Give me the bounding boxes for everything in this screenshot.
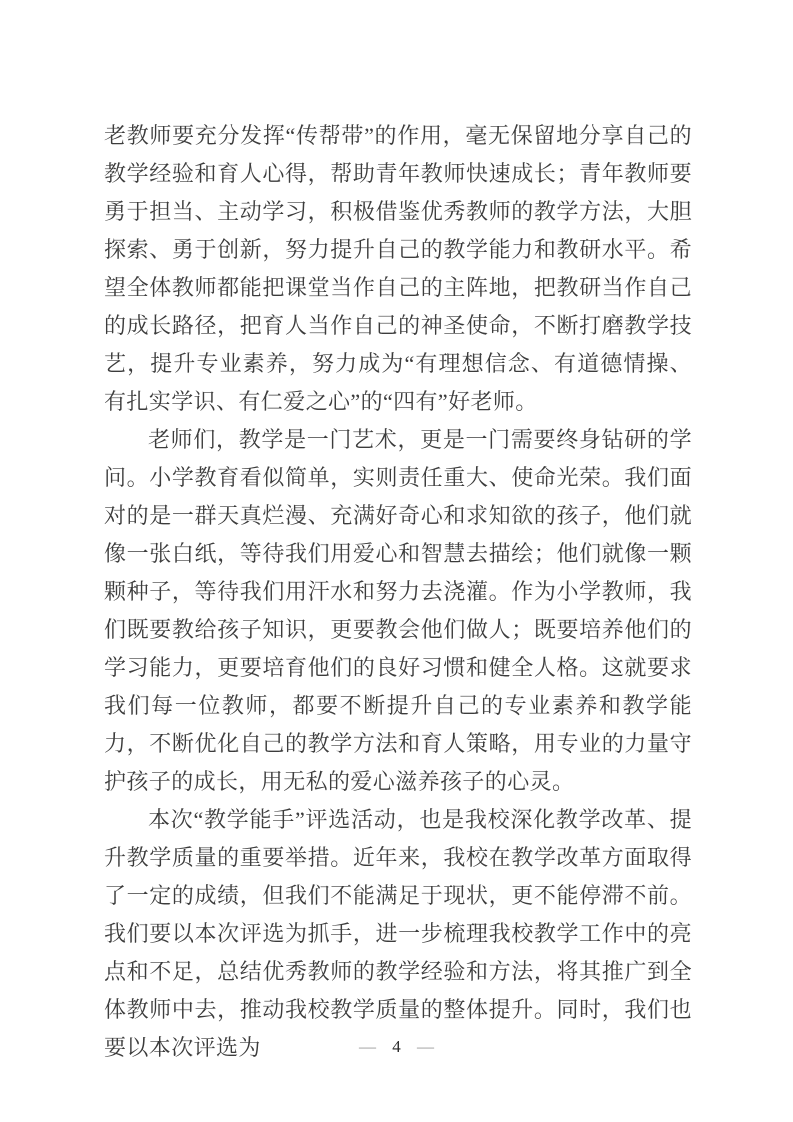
body-paragraph: 本次“教学能手”评选活动，也是我校深化教学改革、提升教学质量的重要举措。近年来，我校在教学改革方面取得了一定的成绩，但我们不能满足于现状，更不能停滞不前。我们要以本次评选为抓手，进一步梳理我校教学工作中的亮点和不足，总结优秀教师的教学经验和方法，将其推广到全体教师中去，推动我校教学质量的整体提升。同时，我们也要以本次评选为: [104, 807, 692, 1060]
body-paragraph: 老师们，教学是一门艺术，更是一门需要终身钻研的学问。小学教育看似简单，实则责任重大、使命光荣。我们面对的是一群天真烂漫、充满好奇心和求知欲的孩子，他们就像一张白纸，等待我们用爱心和智慧去描绘；他们就像一颗颗种子，等待我们用汗水和努力去浇灌。作为小学教师，我们既要教给孩子知识，更要教会他们做人；既要培养他们的学习能力，更要培育他们的良好习惯和健全人格。这就要求我们每一位教师，都要不断提升自己的专业素养和教学能力，不断优化自己的教学方法和育人策略，用专业的力量守护孩子的成长，用无私的爱心滋养孩子的心灵。: [104, 427, 692, 794]
body-paragraph-continuation: 老教师要充分发挥“传帮带”的作用，毫无保留地分享自己的教学经验和育人心得，帮助青年教师快速成长；青年教师要勇于担当、主动学习，积极借鉴优秀教师的教学方法，大胆探索、勇于创新，努力提升自己的教学能力和教研水平。希望全体教师都能把课堂当作自己的主阵地，把教研当作自己的成长路径，把育人当作自己的神圣使命，不断打磨教学技艺，提升专业素养，努力成为“有理想信念、有道德情操、有扎实学识、有仁爱之心”的“四有”好老师。: [104, 123, 692, 414]
page-footer: [0, 1036, 793, 1058]
footer-dash-right: —: [417, 1037, 434, 1056]
page-body: [104, 117, 692, 1067]
footer-dash-left: —: [359, 1037, 376, 1056]
page-number: 4: [392, 1037, 401, 1056]
